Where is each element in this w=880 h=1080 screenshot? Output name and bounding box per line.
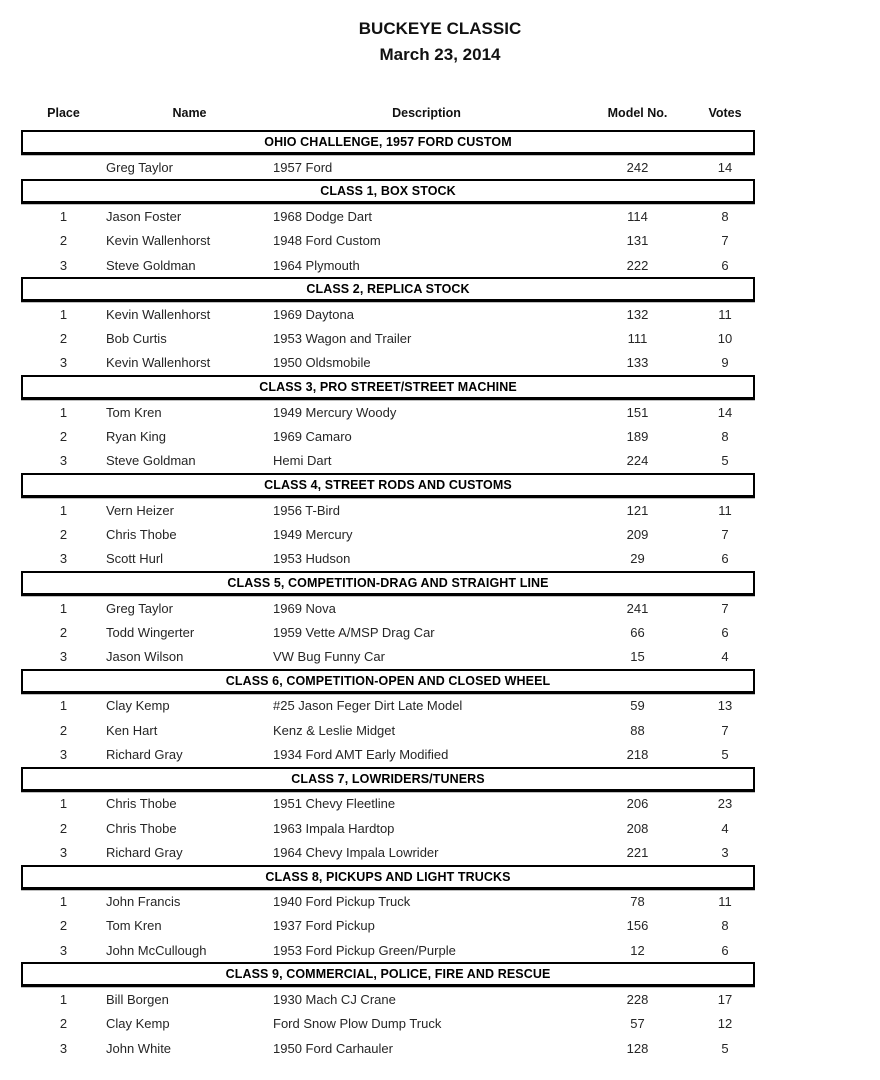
table-row [21,522,755,546]
description-cell: 1930 Mach CJ Crane [273,992,396,1008]
votes-cell: 9 [721,355,729,371]
model-cell: 131 [626,233,649,249]
description-cell: 1969 Camaro [273,429,352,445]
name-cell: Kevin Wallenhorst [106,355,211,371]
section-banner: CLASS 6, COMPETITION-OPEN AND CLOSED WHEEL [21,669,755,694]
place-cell: 2 [59,233,68,249]
votes-cell: 17 [717,992,733,1008]
model-cell: 206 [626,796,649,812]
description-cell: VW Bug Funny Car [273,649,385,665]
description-cell: 1937 Ford Pickup [273,918,375,934]
place-cell: 2 [59,820,68,836]
name-cell: Jason Foster [106,208,182,224]
table-row [21,938,755,962]
place-cell: 3 [59,844,68,860]
name-cell: Bill Borgen [106,992,169,1008]
description-cell: 1940 Ford Pickup Truck [273,894,411,910]
description-cell: 1948 Ford Custom [273,233,381,249]
votes-cell: 11 [718,894,732,910]
place-cell: 3 [59,257,68,273]
votes-cell: 6 [721,942,729,958]
place-cell: 1 [59,894,68,910]
table-row [21,742,755,766]
description-cell: #25 Jason Feger Dirt Late Model [273,698,463,714]
votes-cell: 23 [717,796,733,812]
votes-cell: 7 [721,722,729,738]
description-cell: 1959 Vette A/MSP Drag Car [273,624,435,640]
document-header [0,16,880,68]
description-cell: 1953 Wagon and Trailer [273,331,412,347]
description-cell: 1963 Impala Hardtop [273,820,395,836]
votes-cell: 14 [717,404,733,420]
column-header-place: Place [47,106,80,120]
place-cell: 2 [59,624,68,640]
model-cell: 228 [626,992,649,1008]
place-cell: 3 [59,453,68,469]
place-cell: 3 [59,1040,68,1056]
votes-cell: 10 [717,331,733,347]
table-row [21,229,755,253]
name-cell: Clay Kemp [106,1016,170,1032]
votes-cell: 5 [721,746,729,762]
model-cell: 208 [626,820,649,836]
table-sections [21,130,755,1060]
section-banner: CLASS 5, COMPETITION-DRAG AND STRAIGHT LINE [21,571,755,596]
model-cell: 78 [630,894,645,910]
place-cell: 2 [59,331,68,347]
votes-cell: 7 [721,526,729,542]
results-table [21,105,755,1060]
description-cell: 1951 Chevy Fleetline [273,796,396,812]
votes-cell: 7 [721,600,729,616]
place-cell: 1 [59,600,68,616]
votes-cell: 8 [721,429,729,445]
section-banner: CLASS 8, PICKUPS AND LIGHT TRUCKS [21,865,755,890]
votes-cell: 12 [717,1016,733,1032]
name-cell: Tom Kren [106,918,162,934]
name-cell: John Francis [106,894,181,910]
name-cell: John White [106,1040,172,1056]
place-cell: 3 [59,942,68,958]
table-row [21,424,755,448]
column-header-description: Description [392,106,461,120]
model-cell: 88 [630,722,645,738]
votes-cell: 4 [721,649,729,665]
name-cell: Steve Goldman [106,453,196,469]
model-cell: 151 [626,404,649,420]
place-cell: 2 [59,526,68,542]
description-cell: 1950 Ford Carhauler [273,1040,393,1056]
description-cell: 1953 Ford Pickup Green/Purple [273,942,456,958]
description-cell: Kenz & Leslie Midget [273,722,396,738]
name-cell: Clay Kemp [106,698,170,714]
votes-cell: 7 [721,233,729,249]
name-cell: Jason Wilson [106,649,184,665]
votes-cell: 5 [721,453,729,469]
table-row [21,694,755,718]
section-banner: CLASS 2, REPLICA STOCK [21,277,755,302]
description-cell: Ford Snow Plow Dump Truck [273,1016,442,1032]
votes-cell: 6 [721,257,729,273]
name-cell: Steve Goldman [106,257,196,273]
model-cell: 221 [626,844,649,860]
section-banner: CLASS 3, PRO STREET/STREET MACHINE [21,375,755,400]
votes-cell: 6 [721,551,729,567]
model-cell: 133 [626,355,649,371]
model-cell: 111 [627,331,648,347]
place-cell: 2 [59,918,68,934]
name-cell: Ken Hart [106,722,158,738]
table-row [21,302,755,326]
model-cell: 224 [626,453,649,469]
section-banner: CLASS 1, BOX STOCK [21,179,755,204]
table-row [21,914,755,938]
description-cell: 1956 T-Bird [273,502,340,518]
place-cell: 1 [59,404,68,420]
place-cell: 2 [59,429,68,445]
votes-cell: 4 [721,820,729,836]
table-row [21,1012,755,1036]
name-cell: Greg Taylor [106,600,173,616]
model-cell: 57 [630,1016,645,1032]
name-cell: Bob Curtis [106,331,167,347]
table-row [21,155,755,179]
model-cell: 189 [626,429,649,445]
place-cell: 2 [59,722,68,738]
description-cell: 1969 Daytona [273,306,354,322]
table-row [21,644,755,668]
place-cell: 3 [59,551,68,567]
section-banner: OHIO CHALLENGE, 1957 FORD CUSTOM [21,130,755,155]
table-row [21,253,755,277]
name-cell: John McCullough [106,942,207,958]
page-title: BUCKEYE CLASSIC [358,19,522,38]
model-cell: 66 [630,624,645,640]
description-cell: 1968 Dodge Dart [273,208,373,224]
table-row [21,1036,755,1060]
name-cell: Richard Gray [106,844,183,860]
description-cell: 1969 Nova [273,600,336,616]
votes-cell: 11 [718,502,732,518]
name-cell: Tom Kren [106,404,162,420]
table-row [21,620,755,644]
section-banner: CLASS 7, LOWRIDERS/TUNERS [21,767,755,792]
model-cell: 218 [626,746,649,762]
place-cell: 1 [59,698,68,714]
model-cell: 59 [630,698,645,714]
section-banner: CLASS 4, STREET RODS AND CUSTOMS [21,473,755,498]
model-cell: 241 [626,600,649,616]
votes-cell: 8 [721,918,729,934]
description-cell: Hemi Dart [273,453,332,469]
description-cell: 1953 Hudson [273,551,351,567]
place-cell: 3 [59,649,68,665]
votes-cell: 6 [721,624,729,640]
table-row [21,449,755,473]
table-row [21,596,755,620]
description-cell: 1949 Mercury Woody [273,404,397,420]
name-cell: Kevin Wallenhorst [106,233,211,249]
description-cell: 1934 Ford AMT Early Modified [273,746,449,762]
name-cell: Chris Thobe [106,820,177,836]
section-banner: CLASS 9, COMMERCIAL, POLICE, FIRE AND RESCUE [21,962,755,987]
table-row [21,792,755,816]
votes-cell: 3 [721,844,729,860]
table-row [21,547,755,571]
name-cell: Ryan King [106,429,166,445]
name-cell: Chris Thobe [106,796,177,812]
table-row [21,351,755,375]
model-cell: 12 [630,942,645,958]
place-cell: 1 [59,208,68,224]
model-cell: 114 [627,208,648,224]
place-cell: 1 [59,796,68,812]
votes-cell: 5 [721,1040,729,1056]
model-cell: 15 [630,649,645,665]
place-cell: 3 [59,355,68,371]
name-cell: Vern Heizer [106,502,174,518]
table-row [21,204,755,228]
model-cell: 222 [626,257,649,273]
model-cell: 121 [626,502,649,518]
description-cell: 1964 Chevy Impala Lowrider [273,844,439,860]
place-cell: 1 [59,502,68,518]
description-cell: 1950 Oldsmobile [273,355,371,371]
name-cell: Scott Hurl [106,551,164,567]
model-cell: 128 [626,1040,649,1056]
votes-cell: 11 [718,306,732,322]
model-cell: 29 [630,551,645,567]
table-row [21,718,755,742]
model-cell: 209 [626,526,649,542]
table-row [21,840,755,864]
name-cell: Greg Taylor [106,159,173,175]
place-cell: 2 [59,1016,68,1032]
description-cell: 1964 Plymouth [273,257,360,273]
place-cell: 1 [59,306,68,322]
description-cell: 1949 Mercury [273,526,353,542]
place-cell: 1 [59,992,68,1008]
page-date: March 23, 2014 [379,45,501,64]
table-row [21,498,755,522]
model-cell: 242 [626,159,649,175]
table-row [21,326,755,350]
column-headers [21,105,755,121]
table-row [21,987,755,1011]
votes-cell: 13 [717,698,733,714]
name-cell: Todd Wingerter [106,624,195,640]
model-cell: 156 [626,918,649,934]
column-header-name: Name [172,106,207,120]
column-header-model: Model No. [607,106,668,120]
name-cell: Richard Gray [106,746,183,762]
table-row [21,400,755,424]
description-cell: 1957 Ford [273,159,333,175]
column-header-votes: Votes [708,106,742,120]
table-row [21,816,755,840]
place-cell: 3 [59,746,68,762]
votes-cell: 8 [721,208,729,224]
table-row [21,890,755,914]
name-cell: Kevin Wallenhorst [106,306,211,322]
name-cell: Chris Thobe [106,526,177,542]
votes-cell: 14 [717,159,733,175]
model-cell: 132 [626,306,649,322]
